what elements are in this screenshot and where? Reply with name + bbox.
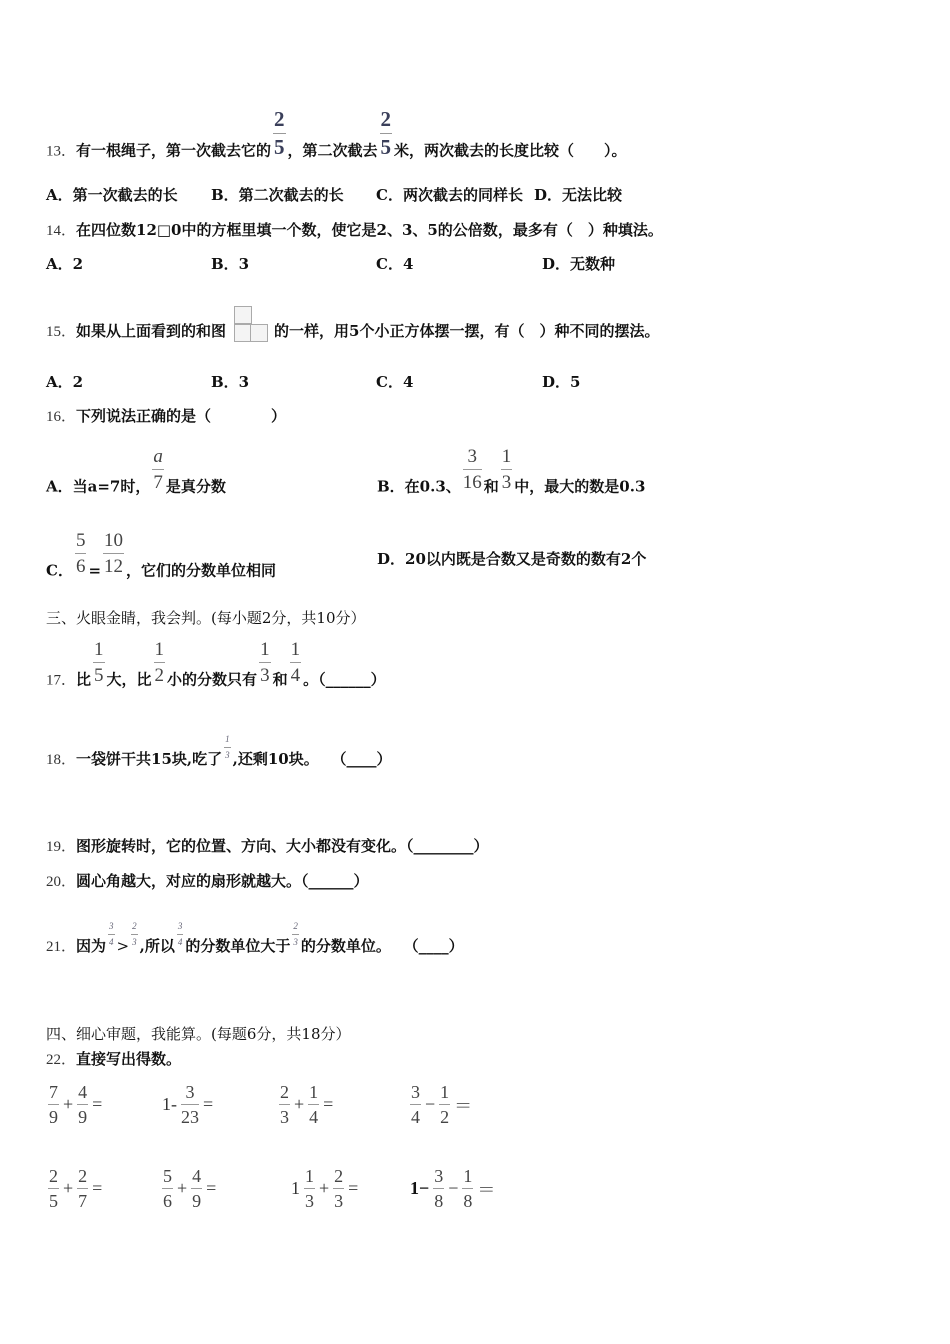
option-c[interactable]: C．4 [376,255,414,273]
question-16 [46,406,286,427]
fraction: $\frac{2}{3}$ [280,1082,289,1127]
q13-options [46,185,623,205]
question-19: 19．图形旋转时，它的位置、方向、大小都没有变化。（________） [46,837,489,855]
question-14 [46,220,663,241]
text: 的一样，用5个小正方体摆一摆，有（ ）种不同的摆法。 [274,322,660,340]
fraction: $\frac{2}{3}$ [293,921,298,947]
fraction: $\frac{1}{2}$ [440,1082,450,1127]
fraction: $\frac{1}{3}$ [225,734,230,760]
calc-expression: 1− $\frac{3}{8}$ − $\frac{1}{8}$ ＝ [410,1166,496,1211]
fraction: $\frac{4}{9}$ [192,1166,202,1211]
question-13 [46,107,627,176]
fraction: $\frac{1}{4}$ [290,639,301,686]
fraction: $\frac{3}{4}$ [411,1082,420,1127]
cube-top-view-image [230,304,270,344]
calc-expression: $\frac{3}{4}$ − $\frac{1}{2}$ ＝ [411,1082,473,1127]
section-3-heading: 三、火眼金睛，我会判。(每小题2分，共10分） [46,609,366,627]
q16-option-d[interactable]: D．20以内既是合数又是奇数的数有2个 [377,550,647,568]
question-15 [46,312,659,352]
fraction: $\frac{5}{6}$ [163,1166,172,1211]
q14-options [46,254,616,274]
option-d[interactable]: D．5 [542,373,581,391]
section-4-heading: 四、细心审题，我能算。(每题6分，共18分） [46,1025,351,1043]
fraction: $\frac{2}{7}$ [78,1166,88,1211]
fraction: $\frac{3}{16}$ [462,446,482,493]
text: ，第二次截去 [287,141,378,160]
text: 有一根绳子，第一次截去它的 [76,141,272,160]
fraction: $\frac{1}{4}$ [309,1082,319,1127]
question-number: 13． [46,143,77,160]
question-number: 16． [46,409,77,425]
question-number: 15． [46,324,77,340]
calc-expression: $\frac{2}{5}$ + $\frac{2}{7}$ = [49,1166,103,1211]
text: 下列说法正确的是（ ） [76,407,287,425]
question-22: 22．直接写出得数。 [46,1050,182,1068]
calc-expression: 1- $\frac{3}{23}$ = [162,1082,214,1127]
fraction: $\frac{2}{3}$ [132,921,137,947]
fraction: $\frac{3}{23}$ [181,1082,199,1127]
fraction: $\frac{3}{4}$ [177,921,183,947]
calc-expression: 1 $\frac{1}{3}$ + $\frac{2}{3}$ = [291,1166,359,1211]
question-20: 20．圆心角越大，对应的扇形就越大。（______） [46,872,369,890]
fraction: $\frac{2}{5}$ [274,107,285,159]
calc-expression: $\frac{5}{6}$ + $\frac{4}{9}$ = [163,1166,217,1211]
question-17: 17．比 $\frac{1}{5}$ 大，比 $\frac{1}{2}$ 小的分数只有 $\frac{1}{3}$ 和 $\frac{1}{4}$ 。（______） [46,639,386,689]
option-c[interactable]: C．两次截去的同样长 [376,186,523,204]
text: 在四位数12□0中的方框里填一个数，使它是2、3、5的公倍数，最多有（ ）种填法。 [76,221,663,239]
question-18: 18．一袋饼干共15块,吃了 $\frac{1}{3}$ ,还剩10块。 （____） [46,734,392,768]
option-a[interactable]: A．2 [46,255,84,273]
option-d[interactable]: D．无数种 [542,255,616,273]
fraction: $\frac{1}{3}$ [501,446,512,493]
option-b[interactable]: B．3 [211,373,250,391]
fraction: $\frac{1}{3}$ [305,1166,314,1211]
option-d[interactable]: D．无法比较 [534,186,623,204]
fraction: $\frac{1}{3}$ [260,639,270,686]
fraction: $\frac{1}{5}$ [94,639,104,686]
fraction: $\frac{1}{8}$ [463,1166,473,1211]
q16-option-c[interactable]: C． $\frac{5}{6}$ = $\frac{10}{12}$ ，它们的分数单位相同 [46,530,277,580]
option-a[interactable]: A．第一次截去的长 [46,186,178,204]
fraction: $\frac{4}{9}$ [78,1082,88,1127]
option-b[interactable]: B．第二次截去的长 [211,186,344,204]
option-a[interactable]: A．2 [46,373,84,391]
fraction: $\frac{3}{8}$ [434,1166,444,1211]
option-c[interactable]: C．4 [376,373,414,391]
fraction: $\frac{a}{7}$ [153,446,163,493]
calc-expression: $\frac{2}{3}$ + $\frac{1}{4}$ = [280,1082,334,1127]
text: 如果从上面看到的和图 [76,322,227,340]
q15-options [46,372,581,392]
q16-option-b[interactable]: B．在0.3、 $\frac{3}{16}$ 和 $\frac{1}{3}$ 中，最大的数是0.3 [377,446,646,496]
fraction: $\frac{1}{2}$ [154,639,165,686]
fraction: $\frac{5}{6}$ [75,530,86,577]
fraction: $\frac{3}{4}$ [109,921,114,947]
fraction: $\frac{2}{3}$ [334,1166,344,1211]
fraction: $\frac{2}{5}$ [380,107,392,159]
option-b[interactable]: B．3 [211,255,250,273]
calc-expression: $\frac{7}{9}$ + $\frac{4}{9}$ = [49,1082,103,1127]
question-number: 14． [46,223,77,239]
fraction: $\frac{2}{5}$ [49,1166,58,1211]
text: 米，两次截去的长度比较（ ）。 [394,141,627,160]
fraction: $\frac{10}{12}$ [104,530,124,577]
fraction: $\frac{7}{9}$ [49,1082,58,1127]
q16-option-a[interactable]: A．当a=7时， $\frac{a}{7}$ 是真分数 [46,446,226,496]
question-21: 21．因为 $\frac{3}{4}$ > $\frac{2}{3}$ ,所以 $\frac{3}{4}$ 的分数单位大于 $\frac{2}{3}$ 的分数单位。 （____） [46,921,464,955]
